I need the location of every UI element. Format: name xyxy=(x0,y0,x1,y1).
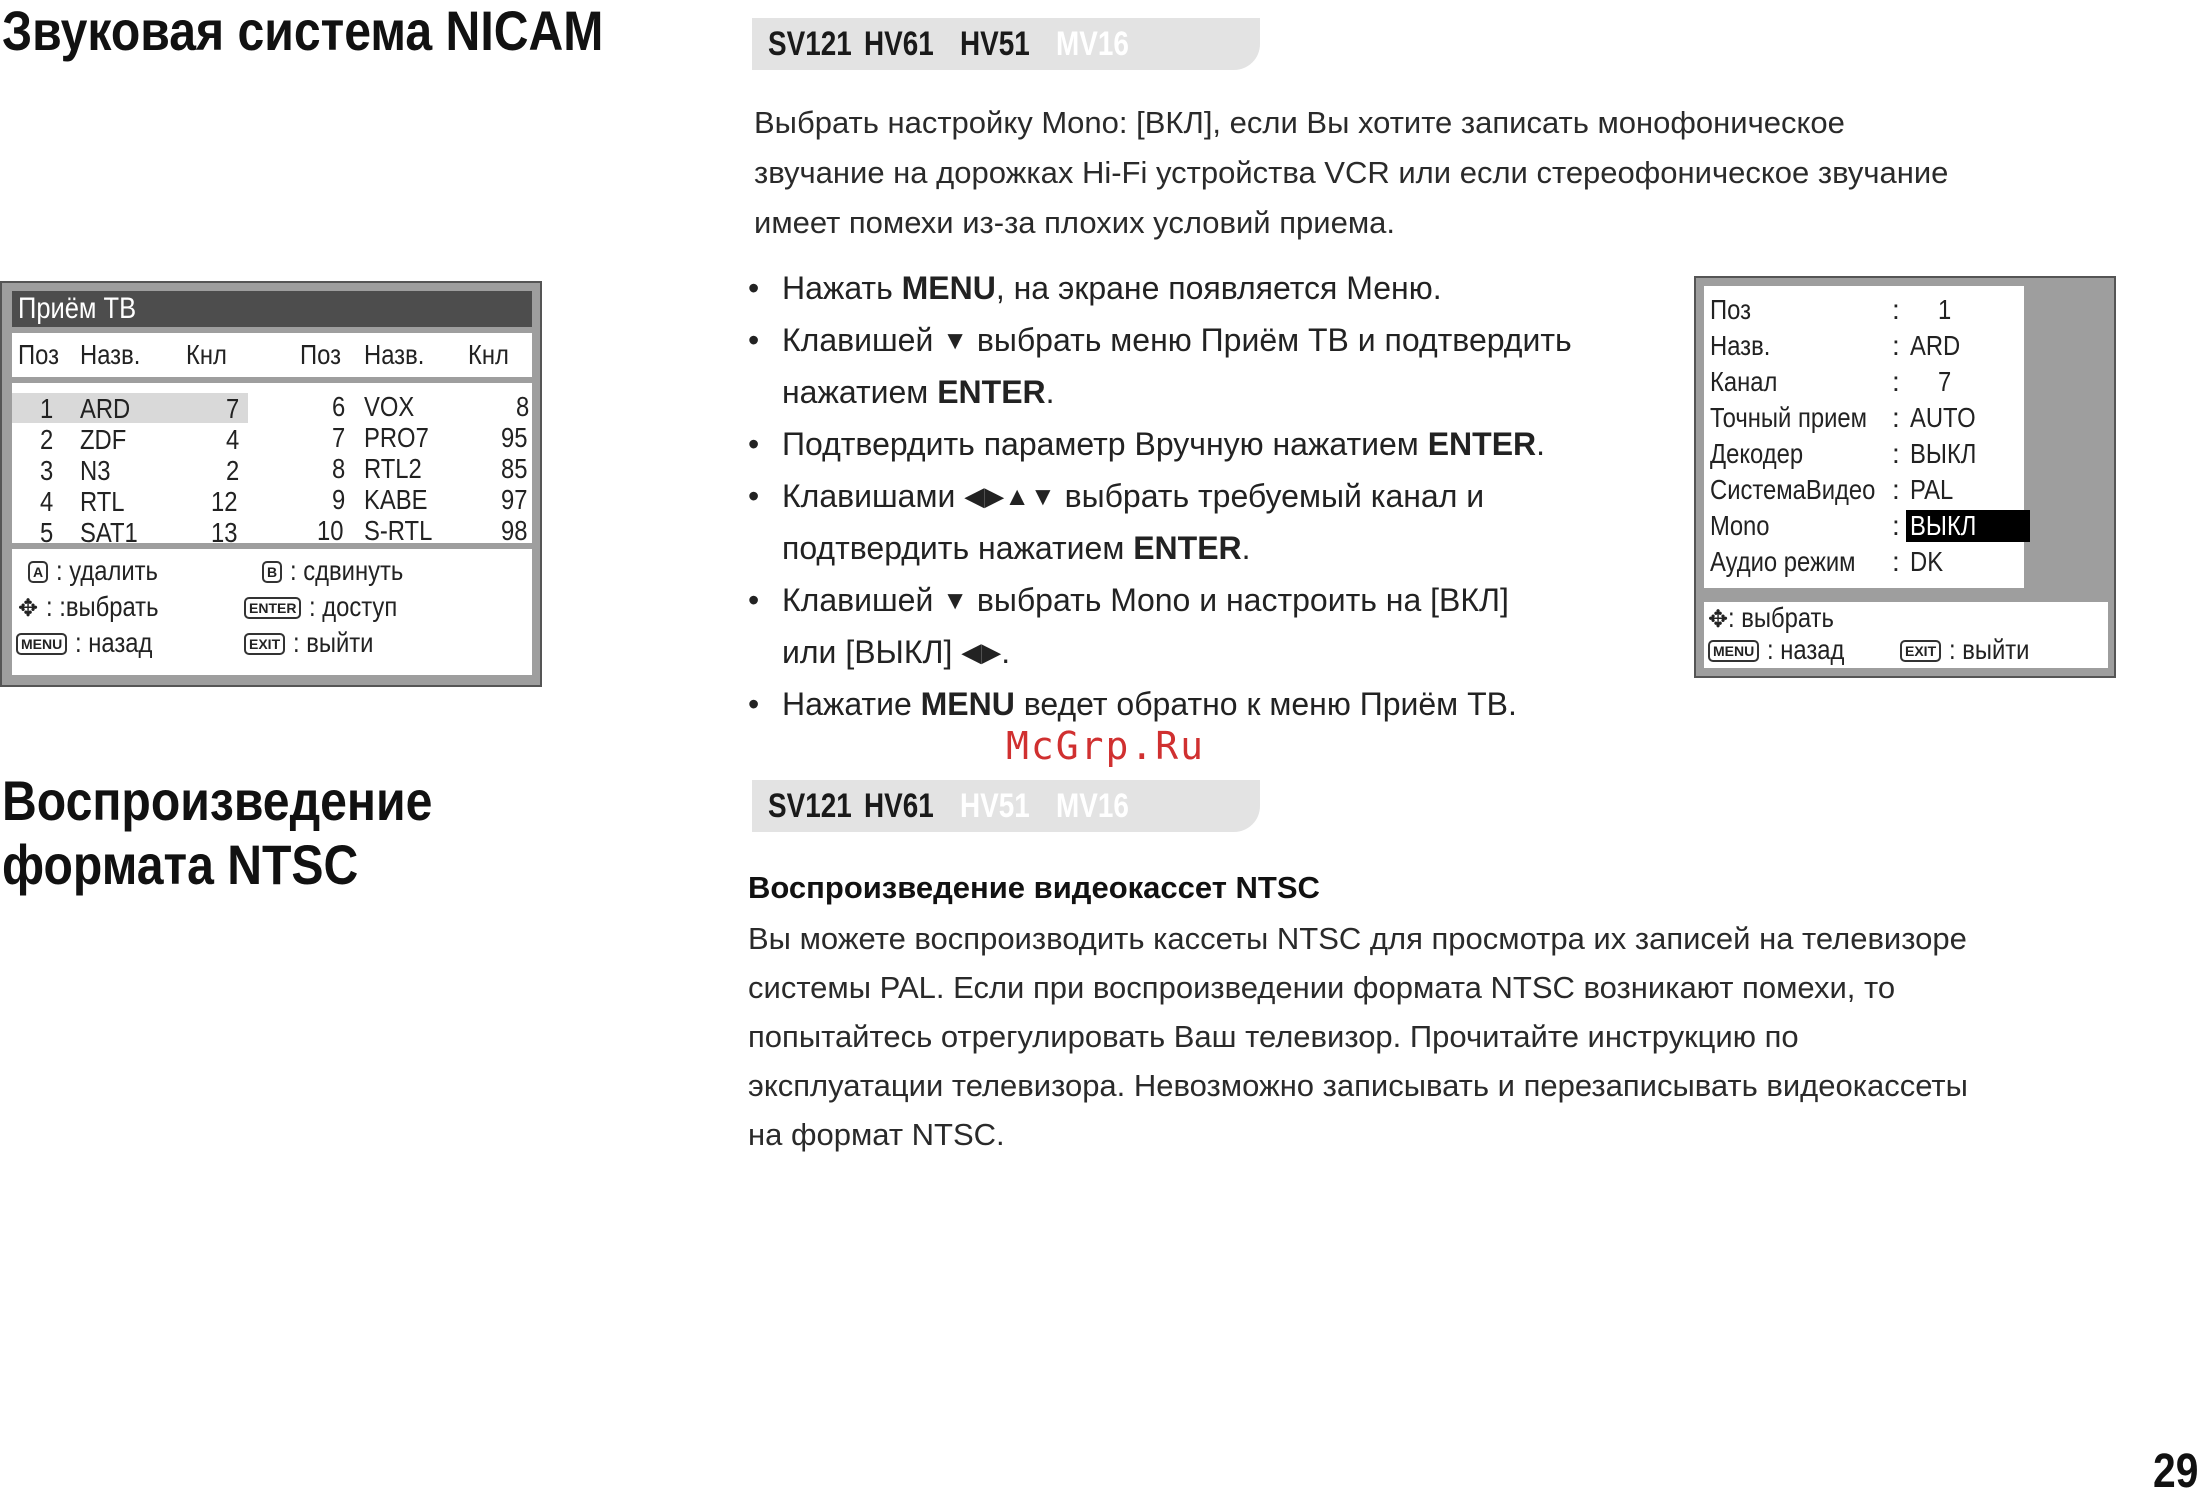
step-item: • Клавишей ▼ выбрать меню Приём ТВ и подтвердить нажатием ENTER. xyxy=(748,314,1708,418)
channel-number: 8 xyxy=(516,391,530,422)
channel-row xyxy=(292,515,532,546)
page-number: 29 xyxy=(2152,1445,2198,1498)
exit-key-icon: EXIT xyxy=(1900,640,1941,662)
setting-row xyxy=(1710,544,2024,580)
steps-list xyxy=(748,262,1708,730)
channel-pos: 7 xyxy=(332,422,346,453)
section-title-ntsc-line2: формата NTSC xyxy=(2,833,359,896)
channel-name: KABE xyxy=(364,484,428,515)
channel-number: 95 xyxy=(500,422,528,453)
channel-number: 12 xyxy=(210,486,238,517)
channel-pos: 9 xyxy=(332,484,346,515)
model-label: SV121 xyxy=(768,786,852,825)
arrows-label: : :выбрать xyxy=(45,591,159,622)
channel-number: 97 xyxy=(500,484,528,515)
menu-key-icon: MENU xyxy=(16,633,67,655)
ntsc-line: на формат NTSC. xyxy=(748,1117,1005,1152)
watermark-text: McGrp.Ru xyxy=(1006,724,1206,768)
channel-name: VOX xyxy=(364,391,415,422)
arrow-keys-icon: ◀▶▲▼ xyxy=(964,481,1056,511)
down-arrow-icon: ▼ xyxy=(942,325,968,355)
step-item: • Подтвердить параметр Вручную нажатием ENTER. xyxy=(748,418,1708,470)
channel-pos: 1 xyxy=(40,393,54,424)
setting-value: ВЫКЛ xyxy=(1910,510,1977,541)
model-bar-top xyxy=(752,18,1260,70)
channel-name: ZDF xyxy=(80,424,127,455)
channel-number: 98 xyxy=(500,515,528,546)
channel-row xyxy=(12,517,252,548)
col-header: Поз xyxy=(300,339,341,370)
setting-row xyxy=(1710,436,2024,472)
osd-title-bar xyxy=(12,291,532,327)
setting-value: DK xyxy=(1910,546,1944,577)
ntsc-line: системы PAL. Если при воспроизведении формата NTSC возникают помехи, то xyxy=(748,970,1896,1005)
setting-value: PAL xyxy=(1910,474,1954,505)
channel-pos: 4 xyxy=(40,486,54,517)
four-way-arrow-icon: ✥ xyxy=(1708,606,1729,633)
model-label: HV51 xyxy=(960,24,1030,63)
ntsc-line: эксплуатации телевизора. Невозможно записывать и перезаписывать видеокассеты xyxy=(748,1068,1968,1103)
setting-colon: : xyxy=(1892,330,1900,361)
four-way-arrow-icon: ✥ xyxy=(18,595,39,622)
setting-colon: : xyxy=(1892,366,1900,397)
model-bar-bottom xyxy=(752,780,1260,832)
b-key-icon: B xyxy=(262,561,282,583)
left-right-arrow-icon: ◀▶ xyxy=(961,637,1002,667)
setting-row xyxy=(1710,472,2024,508)
setting-colon: : xyxy=(1892,510,1900,541)
osd-footer xyxy=(12,549,532,675)
channel-name: SAT1 xyxy=(80,517,138,548)
setting-colon: : xyxy=(1892,546,1900,577)
exit-key-icon: EXIT xyxy=(244,633,285,655)
setting-value: 1 xyxy=(1938,294,1952,325)
channel-number: 2 xyxy=(226,455,240,486)
exit-key-label: : выйти xyxy=(292,627,374,658)
channel-pos: 3 xyxy=(40,455,54,486)
step-item: • Нажать MENU, на экране появляется Меню. xyxy=(748,262,1708,314)
channel-row xyxy=(292,422,532,453)
model-label: HV61 xyxy=(864,786,934,825)
setting-label: Точный прием xyxy=(1710,402,1867,433)
channel-number: 4 xyxy=(226,424,240,455)
model-label: HV61 xyxy=(864,24,934,63)
col-header: Назв. xyxy=(80,339,141,370)
intro-line: звучание на дорожках Hi-Fi устройства VCR или если стереофоническое звучание xyxy=(754,155,1949,190)
setting-value: AUTO xyxy=(1910,402,1976,433)
osd-tv-channel-list xyxy=(0,281,542,687)
col-header: Кнл xyxy=(468,339,509,370)
setting-label: Аудио режим xyxy=(1710,546,1856,577)
channel-row xyxy=(12,424,252,455)
menu-key-icon: MENU xyxy=(1708,640,1759,662)
setting-colon: : xyxy=(1892,438,1900,469)
setting-label: Канал xyxy=(1710,366,1778,397)
a-key-icon: A xyxy=(28,561,48,583)
channel-pos: 6 xyxy=(332,391,346,422)
a-key-label: : удалить xyxy=(55,555,158,586)
channel-name: ARD xyxy=(80,393,131,424)
channel-name: S-RTL xyxy=(364,515,433,546)
setting-label: Декодер xyxy=(1710,438,1804,469)
setting-row xyxy=(1710,328,2024,364)
channel-name: RTL2 xyxy=(364,453,422,484)
setting-colon: : xyxy=(1892,402,1900,433)
enter-key-label: : доступ xyxy=(309,591,398,622)
osd-settings-panel xyxy=(1704,286,2024,588)
channel-row xyxy=(292,453,532,484)
ntsc-line: попытайтесь отрегулировать Ваш телевизор. Прочитайте инструкцию по xyxy=(748,1019,1799,1054)
setting-row xyxy=(1710,292,2024,328)
enter-key-icon: ENTER xyxy=(244,597,301,619)
setting-label: Назв. xyxy=(1710,330,1771,361)
setting-label: Mono xyxy=(1710,510,1770,541)
setting-colon: : xyxy=(1892,474,1900,505)
channel-pos: 10 xyxy=(316,515,344,546)
setting-colon: : xyxy=(1892,294,1900,325)
channel-name: PRO7 xyxy=(364,422,429,453)
setting-value: 7 xyxy=(1938,366,1952,397)
step-item: • Клавишами ◀▶▲▼ выбрать требуемый канал и подтвердить нажатием ENTER. xyxy=(748,470,1708,574)
osd-footer xyxy=(1704,602,2108,668)
osd-title: Приём ТВ xyxy=(18,292,137,325)
setting-row xyxy=(1710,400,2024,436)
menu-key-label: : назад xyxy=(1767,634,1845,665)
intro-line: Выбрать настройку Mono: [ВКЛ], если Вы хотите записать монофоническое xyxy=(754,105,1845,140)
channel-number: 7 xyxy=(226,393,240,424)
osd-header-row xyxy=(12,333,532,377)
osd-manual-tuning xyxy=(1694,276,2116,678)
channel-row xyxy=(292,391,532,422)
setting-value: ARD xyxy=(1910,330,1961,361)
model-label: HV51 xyxy=(960,786,1030,825)
model-label: MV16 xyxy=(1056,786,1129,825)
step-item: • Клавишей ▼ выбрать Mono и настроить на [ВКЛ] или [ВЫКЛ] ◀▶. xyxy=(748,574,1708,678)
section-title-ntsc-line1: Воспроизведение xyxy=(2,769,433,832)
channel-name: RTL xyxy=(80,486,125,517)
channel-row xyxy=(12,486,252,517)
section-title-nicam: Звуковая система NICAM xyxy=(2,0,604,62)
setting-row xyxy=(1710,508,2024,544)
channel-row xyxy=(12,455,252,486)
arrows-label: : выбрать xyxy=(1728,602,1834,633)
down-arrow-icon: ▼ xyxy=(942,585,968,615)
intro-paragraph xyxy=(754,98,2174,248)
ntsc-subheading: Воспроизведение видеокассет NTSC xyxy=(748,870,1320,905)
model-label: SV121 xyxy=(768,24,852,63)
setting-label: СистемаВидео xyxy=(1710,474,1876,505)
channel-number: 13 xyxy=(210,517,238,548)
channel-row xyxy=(292,484,532,515)
channel-number: 85 xyxy=(500,453,528,484)
model-label: MV16 xyxy=(1056,24,1129,63)
col-header: Кнл xyxy=(186,339,227,370)
channel-pos: 2 xyxy=(40,424,54,455)
setting-value: ВЫКЛ xyxy=(1910,438,1977,469)
menu-key-label: : назад xyxy=(75,627,153,658)
channel-pos: 5 xyxy=(40,517,54,548)
ntsc-paragraph xyxy=(748,914,2168,1159)
ntsc-line: Вы можете воспроизводить кассеты NTSC для просмотра их записей на телевизоре xyxy=(748,921,1967,956)
intro-line: имеет помехи из-за плохих условий приема. xyxy=(754,205,1395,240)
channel-name: N3 xyxy=(80,455,111,486)
setting-label: Поз xyxy=(1710,294,1751,325)
b-key-label: : сдвинуть xyxy=(289,555,404,586)
exit-key-label: : выйти xyxy=(1948,634,2030,665)
channel-pos: 8 xyxy=(332,453,346,484)
col-header: Поз xyxy=(18,339,59,370)
osd-channel-table xyxy=(12,383,532,548)
setting-row xyxy=(1710,364,2024,400)
channel-row xyxy=(12,393,252,424)
col-header: Назв. xyxy=(364,339,425,370)
step-item: • Нажатие MENU ведет обратно к меню Приём ТВ. xyxy=(748,678,1708,730)
